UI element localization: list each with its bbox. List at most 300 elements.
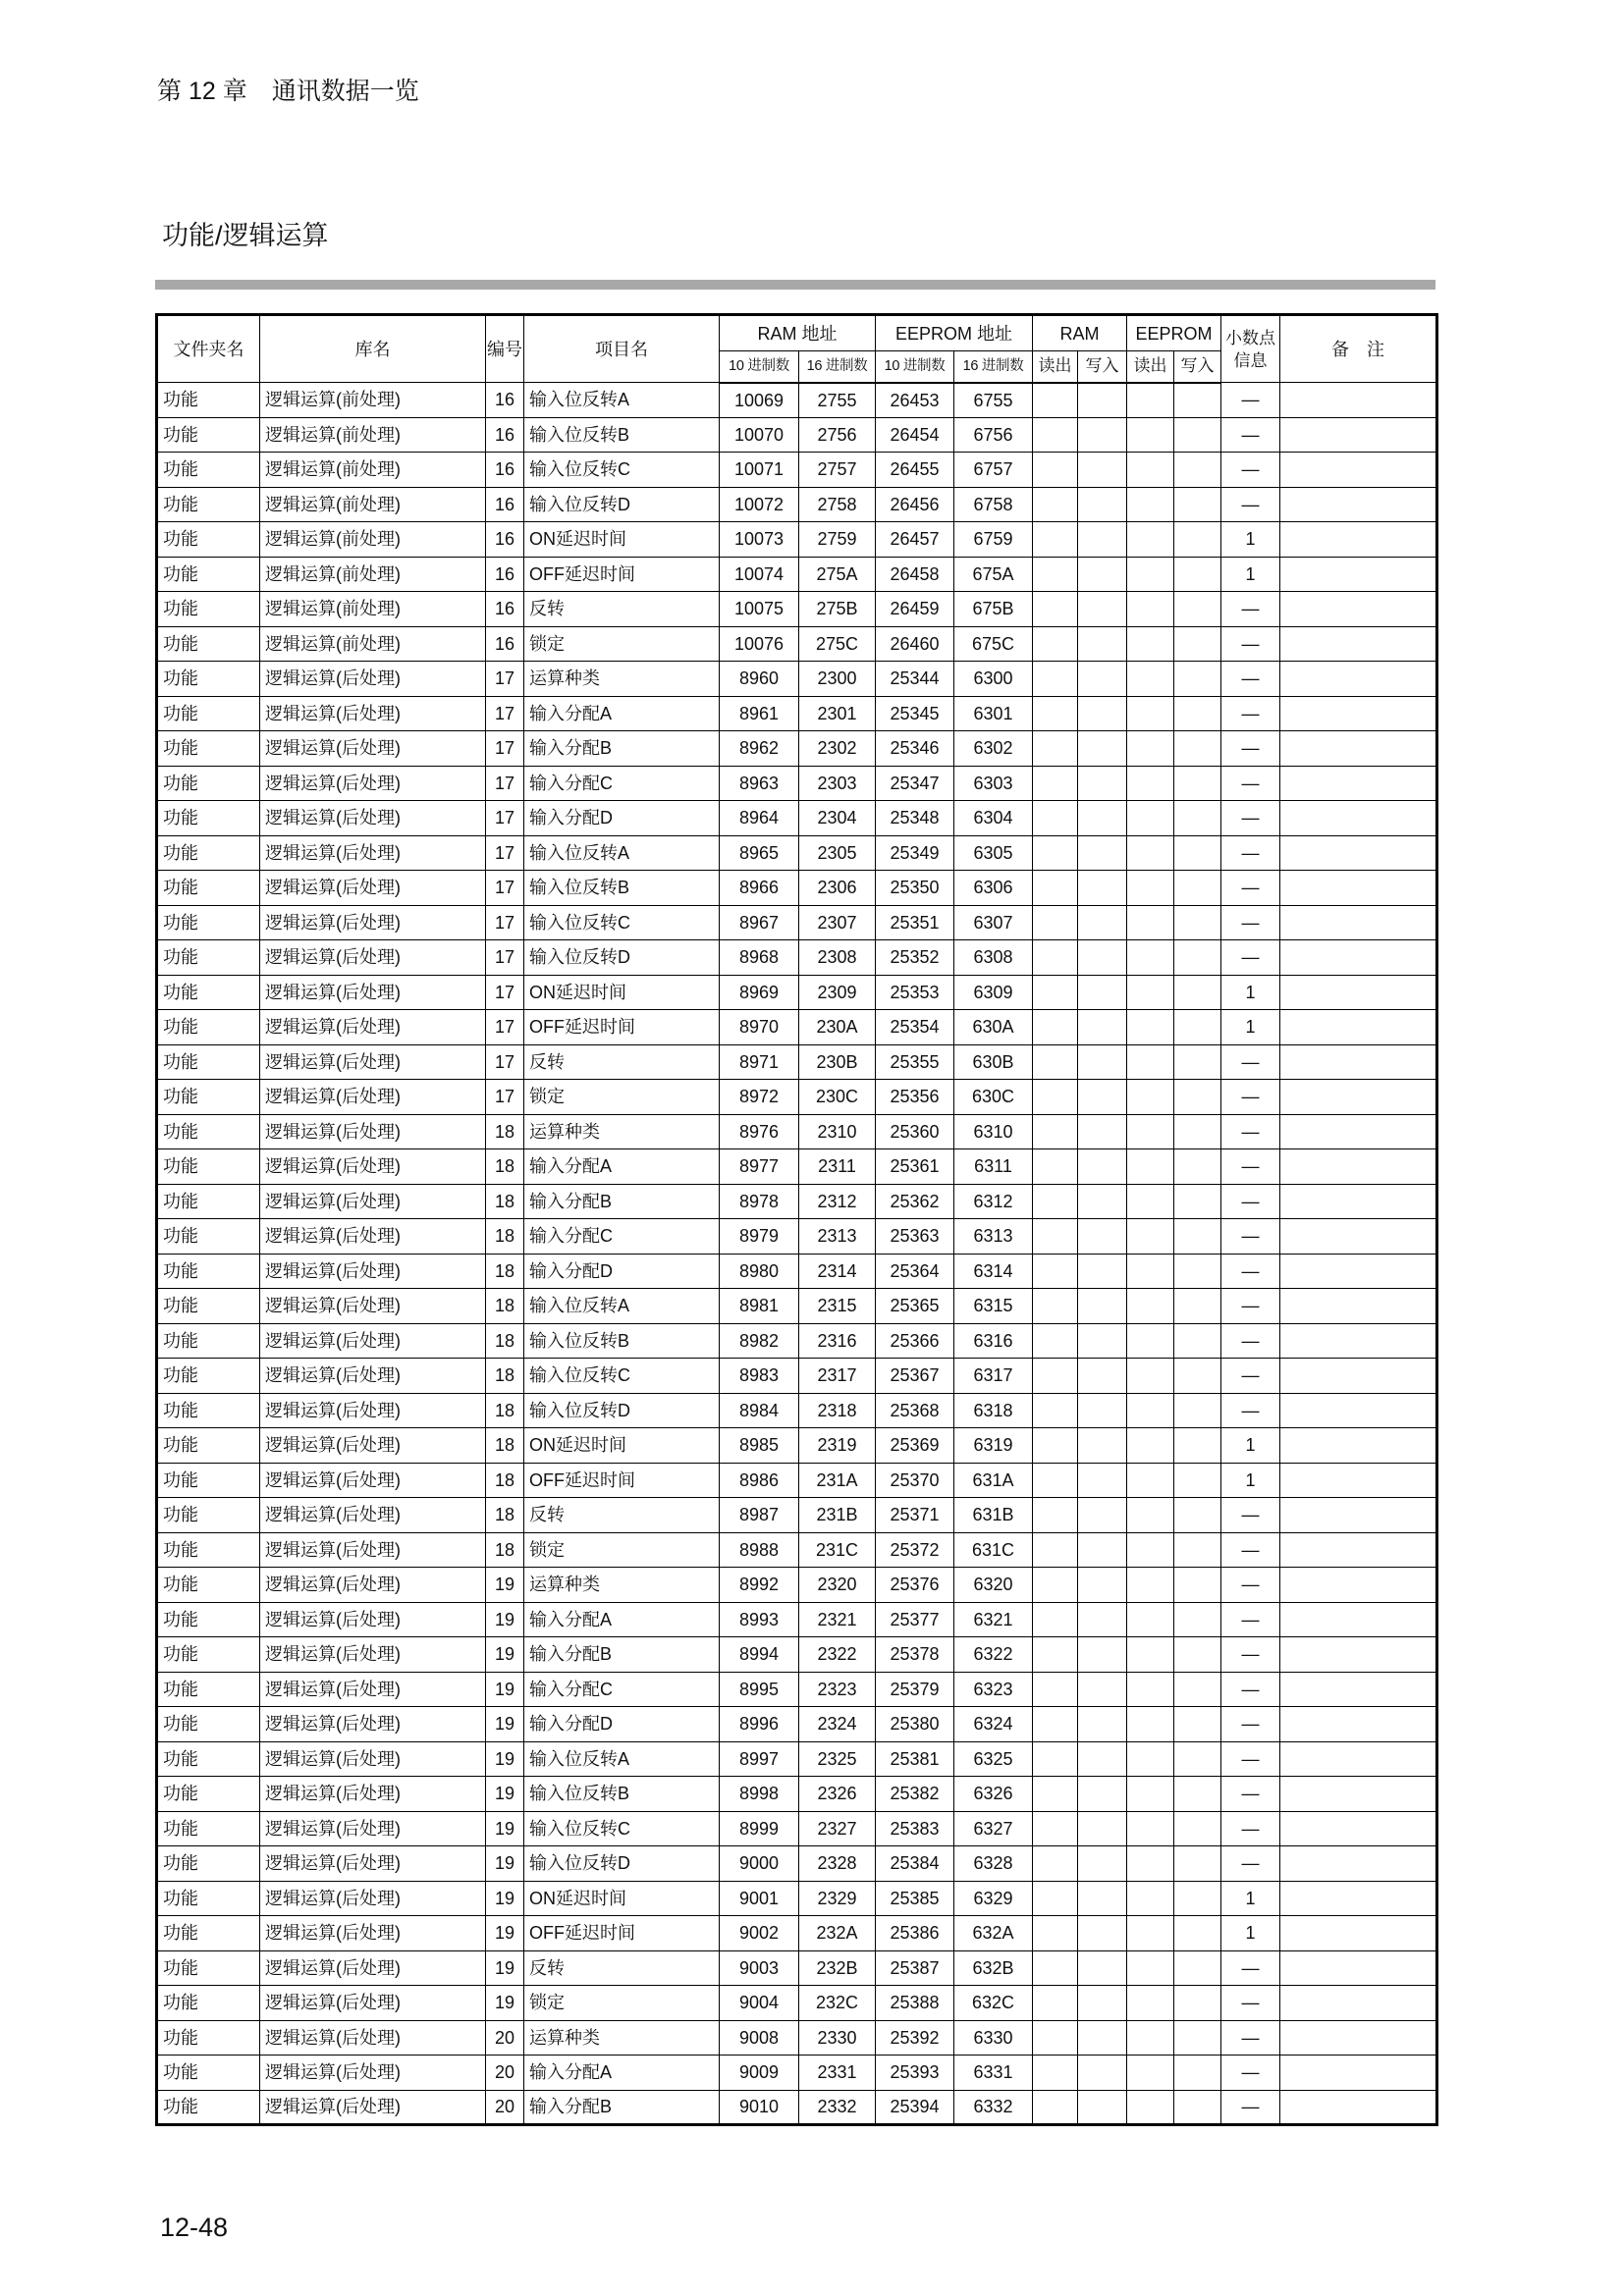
section-divider: [155, 280, 1435, 290]
cell-ram-write: [1078, 1777, 1127, 1812]
cell-number: 18: [486, 1428, 524, 1464]
cell-eeprom-read: [1127, 1707, 1174, 1742]
cell-eeprom-read: [1127, 766, 1174, 801]
cell-eeprom-address-hex: 6309: [954, 975, 1033, 1010]
cell-ram-address-dec: 8980: [720, 1254, 799, 1289]
cell-decimal-info: —: [1221, 1986, 1280, 2021]
cell-library-name: 逻辑运算(后处理): [260, 1219, 486, 1255]
cell-eeprom-address-hex: 6758: [954, 487, 1033, 522]
cell-library-name: 逻辑运算(后处理): [260, 1428, 486, 1464]
table-row: [157, 1637, 1437, 1673]
cell-ram-address-hex: 275B: [799, 592, 876, 627]
cell-eeprom-read: [1127, 1219, 1174, 1255]
cell-ram-address-hex: 2322: [799, 1637, 876, 1673]
cell-library-name: 逻辑运算(后处理): [260, 1881, 486, 1916]
cell-eeprom-read: [1127, 940, 1174, 976]
table-body: [157, 383, 1437, 2125]
cell-eeprom-write: [1174, 905, 1221, 940]
cell-ram-write: [1078, 1741, 1127, 1777]
cell-eeprom-address-hex: 630A: [954, 1010, 1033, 1045]
cell-eeprom-address-hex: 6759: [954, 522, 1033, 558]
cell-ram-address-dec: 10076: [720, 626, 799, 662]
cell-item-name: 输入位反转B: [524, 417, 720, 453]
cell-folder-name: 功能: [157, 940, 260, 976]
cell-eeprom-read: [1127, 1741, 1174, 1777]
cell-folder-name: 功能: [157, 1393, 260, 1428]
cell-ram-write: [1078, 1323, 1127, 1359]
table-row: [157, 1149, 1437, 1185]
cell-ram-address-hex: 2757: [799, 453, 876, 488]
cell-ram-address-dec: 8977: [720, 1149, 799, 1185]
cell-item-name: 运算种类: [524, 662, 720, 697]
cell-ram-write: [1078, 1393, 1127, 1428]
cell-decimal-info: —: [1221, 592, 1280, 627]
cell-decimal-info: —: [1221, 1254, 1280, 1289]
cell-folder-name: 功能: [157, 1254, 260, 1289]
cell-eeprom-write: [1174, 487, 1221, 522]
cell-number: 16: [486, 383, 524, 418]
cell-ram-address-dec: 9000: [720, 1846, 799, 1882]
cell-eeprom-address-dec: 25376: [876, 1568, 954, 1603]
table-row: [157, 1707, 1437, 1742]
cell-remarks: [1280, 453, 1437, 488]
cell-eeprom-address-hex: 6321: [954, 1602, 1033, 1637]
cell-ram-address-dec: 9009: [720, 2056, 799, 2091]
cell-library-name: 逻辑运算(后处理): [260, 696, 486, 731]
cell-ram-read: [1033, 1044, 1078, 1080]
cell-ram-address-hex: 2759: [799, 522, 876, 558]
table-row: [157, 2056, 1437, 2091]
cell-eeprom-read: [1127, 1289, 1174, 1324]
cell-number: 16: [486, 626, 524, 662]
cell-eeprom-address-hex: 6756: [954, 417, 1033, 453]
cell-remarks: [1280, 1846, 1437, 1882]
table-row: [157, 766, 1437, 801]
cell-ram-address-dec: 10071: [720, 453, 799, 488]
header-item-name: 项目名: [524, 315, 720, 383]
cell-folder-name: 功能: [157, 1323, 260, 1359]
table-row: [157, 1741, 1437, 1777]
cell-decimal-info: —: [1221, 1498, 1280, 1533]
cell-eeprom-address-dec: 25362: [876, 1184, 954, 1219]
cell-number: 17: [486, 975, 524, 1010]
cell-folder-name: 功能: [157, 1080, 260, 1115]
cell-ram-address-dec: 8997: [720, 1741, 799, 1777]
cell-ram-address-hex: 2313: [799, 1219, 876, 1255]
cell-item-name: 输入分配C: [524, 766, 720, 801]
cell-item-name: 输入位反转D: [524, 487, 720, 522]
cell-folder-name: 功能: [157, 1707, 260, 1742]
cell-folder-name: 功能: [157, 1289, 260, 1324]
cell-eeprom-address-dec: 25383: [876, 1811, 954, 1846]
cell-folder-name: 功能: [157, 1044, 260, 1080]
cell-eeprom-address-hex: 6322: [954, 1637, 1033, 1673]
cell-ram-address-hex: 2307: [799, 905, 876, 940]
cell-library-name: 逻辑运算(前处理): [260, 592, 486, 627]
cell-eeprom-write: [1174, 417, 1221, 453]
cell-library-name: 逻辑运算(后处理): [260, 2056, 486, 2091]
table-row: [157, 940, 1437, 976]
cell-ram-address-dec: 8964: [720, 801, 799, 836]
cell-ram-read: [1033, 1777, 1078, 1812]
cell-ram-address-hex: 2308: [799, 940, 876, 976]
cell-ram-read: [1033, 2056, 1078, 2091]
cell-eeprom-address-hex: 6311: [954, 1149, 1033, 1185]
cell-eeprom-read: [1127, 2056, 1174, 2091]
cell-eeprom-address-dec: 26456: [876, 487, 954, 522]
cell-eeprom-read: [1127, 522, 1174, 558]
cell-decimal-info: 1: [1221, 1010, 1280, 1045]
cell-folder-name: 功能: [157, 1114, 260, 1149]
cell-number: 19: [486, 1950, 524, 1986]
subheader-eeprom-hex: 16 进制数: [954, 351, 1033, 383]
cell-remarks: [1280, 1254, 1437, 1289]
cell-item-name: OFF延迟时间: [524, 557, 720, 592]
cell-eeprom-write: [1174, 1114, 1221, 1149]
cell-ram-address-hex: 2325: [799, 1741, 876, 1777]
cell-library-name: 逻辑运算(前处理): [260, 626, 486, 662]
cell-folder-name: 功能: [157, 1359, 260, 1394]
cell-eeprom-write: [1174, 835, 1221, 871]
cell-ram-write: [1078, 662, 1127, 697]
cell-eeprom-address-hex: 6332: [954, 2090, 1033, 2125]
cell-library-name: 逻辑运算(后处理): [260, 1080, 486, 1115]
cell-decimal-info: —: [1221, 2090, 1280, 2125]
header-library-name: 库名: [260, 315, 486, 383]
cell-library-name: 逻辑运算(后处理): [260, 940, 486, 976]
cell-number: 18: [486, 1393, 524, 1428]
cell-eeprom-address-dec: 25367: [876, 1359, 954, 1394]
cell-ram-write: [1078, 1219, 1127, 1255]
cell-remarks: [1280, 1463, 1437, 1498]
cell-ram-address-hex: 2324: [799, 1707, 876, 1742]
cell-eeprom-address-hex: 6301: [954, 696, 1033, 731]
cell-item-name: 输入分配B: [524, 2090, 720, 2125]
cell-number: 18: [486, 1532, 524, 1568]
cell-eeprom-address-hex: 6304: [954, 801, 1033, 836]
cell-folder-name: 功能: [157, 905, 260, 940]
cell-item-name: ON延迟时间: [524, 1428, 720, 1464]
cell-ram-address-dec: 9004: [720, 1986, 799, 2021]
cell-ram-write: [1078, 1881, 1127, 1916]
cell-ram-address-dec: 8960: [720, 662, 799, 697]
table-row: [157, 1080, 1437, 1115]
cell-eeprom-address-hex: 6329: [954, 1881, 1033, 1916]
cell-folder-name: 功能: [157, 557, 260, 592]
cell-folder-name: 功能: [157, 835, 260, 871]
cell-decimal-info: 1: [1221, 1463, 1280, 1498]
cell-library-name: 逻辑运算(后处理): [260, 975, 486, 1010]
cell-item-name: 输入位反转A: [524, 1289, 720, 1324]
cell-remarks: [1280, 1289, 1437, 1324]
cell-library-name: 逻辑运算(后处理): [260, 1393, 486, 1428]
table-row: [157, 1044, 1437, 1080]
cell-item-name: 输入位反转D: [524, 1846, 720, 1882]
cell-item-name: ON延迟时间: [524, 1881, 720, 1916]
cell-eeprom-read: [1127, 487, 1174, 522]
cell-ram-address-hex: 2304: [799, 801, 876, 836]
cell-number: 17: [486, 1010, 524, 1045]
header-decimal-info-line2: 信息: [1233, 350, 1268, 370]
cell-remarks: [1280, 2056, 1437, 2091]
header-eeprom: EEPROM: [1127, 315, 1221, 351]
cell-folder-name: 功能: [157, 871, 260, 906]
cell-eeprom-address-dec: 25379: [876, 1672, 954, 1707]
cell-ram-read: [1033, 1568, 1078, 1603]
cell-eeprom-read: [1127, 1672, 1174, 1707]
cell-decimal-info: —: [1221, 1777, 1280, 1812]
cell-eeprom-write: [1174, 871, 1221, 906]
cell-eeprom-address-dec: 25345: [876, 696, 954, 731]
header-number: 编号: [486, 315, 524, 383]
cell-decimal-info: 1: [1221, 522, 1280, 558]
cell-number: 16: [486, 557, 524, 592]
cell-eeprom-write: [1174, 1532, 1221, 1568]
cell-eeprom-write: [1174, 940, 1221, 976]
cell-ram-address-hex: 2330: [799, 2020, 876, 2056]
cell-item-name: 输入分配A: [524, 1149, 720, 1185]
cell-item-name: 反转: [524, 1498, 720, 1533]
cell-decimal-info: —: [1221, 487, 1280, 522]
cell-folder-name: 功能: [157, 1637, 260, 1673]
cell-ram-address-hex: 232A: [799, 1916, 876, 1951]
cell-ram-read: [1033, 2020, 1078, 2056]
cell-eeprom-read: [1127, 1811, 1174, 1846]
header-ram-address: RAM 地址: [720, 315, 876, 351]
cell-ram-address-dec: 8999: [720, 1811, 799, 1846]
cell-eeprom-write: [1174, 1184, 1221, 1219]
cell-ram-address-dec: 8986: [720, 1463, 799, 1498]
cell-folder-name: 功能: [157, 522, 260, 558]
cell-eeprom-read: [1127, 1393, 1174, 1428]
cell-eeprom-address-hex: 6317: [954, 1359, 1033, 1394]
cell-decimal-info: 1: [1221, 1916, 1280, 1951]
cell-decimal-info: —: [1221, 1114, 1280, 1149]
cell-folder-name: 功能: [157, 731, 260, 767]
cell-ram-write: [1078, 453, 1127, 488]
cell-library-name: 逻辑运算(后处理): [260, 835, 486, 871]
cell-eeprom-address-hex: 6323: [954, 1672, 1033, 1707]
cell-eeprom-write: [1174, 1950, 1221, 1986]
table-row: [157, 1428, 1437, 1464]
table-row: [157, 1463, 1437, 1498]
cell-eeprom-read: [1127, 2090, 1174, 2125]
cell-item-name: 输入分配D: [524, 1254, 720, 1289]
cell-decimal-info: —: [1221, 1637, 1280, 1673]
cell-eeprom-address-dec: 25382: [876, 1777, 954, 1812]
cell-eeprom-address-dec: 25369: [876, 1428, 954, 1464]
cell-item-name: 输入分配C: [524, 1219, 720, 1255]
cell-number: 19: [486, 1707, 524, 1742]
cell-ram-address-dec: 8979: [720, 1219, 799, 1255]
cell-ram-address-dec: 8969: [720, 975, 799, 1010]
cell-library-name: 逻辑运算(后处理): [260, 1254, 486, 1289]
cell-ram-address-hex: 2320: [799, 1568, 876, 1603]
cell-folder-name: 功能: [157, 1950, 260, 1986]
cell-item-name: OFF延迟时间: [524, 1463, 720, 1498]
cell-item-name: 输入位反转A: [524, 383, 720, 418]
cell-eeprom-address-dec: 25380: [876, 1707, 954, 1742]
cell-ram-read: [1033, 1463, 1078, 1498]
cell-folder-name: 功能: [157, 696, 260, 731]
cell-eeprom-write: [1174, 1219, 1221, 1255]
header-decimal-info-line1: 小数点: [1225, 328, 1276, 347]
communication-data-table: [155, 313, 1438, 2126]
cell-remarks: [1280, 1707, 1437, 1742]
cell-eeprom-address-dec: 25372: [876, 1532, 954, 1568]
cell-decimal-info: —: [1221, 662, 1280, 697]
cell-ram-write: [1078, 801, 1127, 836]
cell-eeprom-address-hex: 6326: [954, 1777, 1033, 1812]
cell-ram-address-dec: 9001: [720, 1881, 799, 1916]
cell-decimal-info: —: [1221, 1219, 1280, 1255]
cell-ram-read: [1033, 1532, 1078, 1568]
cell-eeprom-address-dec: 25393: [876, 2056, 954, 2091]
table-row: [157, 1811, 1437, 1846]
cell-eeprom-read: [1127, 1602, 1174, 1637]
header-ram: RAM: [1033, 315, 1127, 351]
cell-decimal-info: —: [1221, 1323, 1280, 1359]
cell-eeprom-address-dec: 26459: [876, 592, 954, 627]
cell-ram-address-dec: 8996: [720, 1707, 799, 1742]
cell-item-name: 输入分配D: [524, 1707, 720, 1742]
header-row: [157, 315, 1437, 351]
cell-ram-address-dec: 8995: [720, 1672, 799, 1707]
cell-remarks: [1280, 592, 1437, 627]
cell-ram-read: [1033, 835, 1078, 871]
cell-library-name: 逻辑运算(后处理): [260, 1568, 486, 1603]
cell-library-name: 逻辑运算(后处理): [260, 1532, 486, 1568]
table-row: [157, 1602, 1437, 1637]
cell-eeprom-read: [1127, 1846, 1174, 1882]
cell-eeprom-address-dec: 25348: [876, 801, 954, 836]
cell-ram-address-dec: 10074: [720, 557, 799, 592]
cell-library-name: 逻辑运算(后处理): [260, 1741, 486, 1777]
cell-decimal-info: —: [1221, 1602, 1280, 1637]
cell-ram-write: [1078, 1114, 1127, 1149]
cell-library-name: 逻辑运算(后处理): [260, 1846, 486, 1882]
cell-remarks: [1280, 1741, 1437, 1777]
cell-folder-name: 功能: [157, 1741, 260, 1777]
cell-eeprom-address-dec: 25356: [876, 1080, 954, 1115]
cell-decimal-info: —: [1221, 417, 1280, 453]
cell-ram-address-dec: 8978: [720, 1184, 799, 1219]
cell-folder-name: 功能: [157, 1916, 260, 1951]
cell-ram-address-hex: 2311: [799, 1149, 876, 1185]
table-row: [157, 383, 1437, 418]
cell-remarks: [1280, 522, 1437, 558]
cell-eeprom-read: [1127, 1498, 1174, 1533]
cell-eeprom-address-dec: 25353: [876, 975, 954, 1010]
cell-ram-read: [1033, 1219, 1078, 1255]
cell-number: 19: [486, 1672, 524, 1707]
cell-number: 18: [486, 1149, 524, 1185]
cell-eeprom-address-hex: 6310: [954, 1114, 1033, 1149]
cell-eeprom-read: [1127, 1986, 1174, 2021]
cell-ram-read: [1033, 1672, 1078, 1707]
cell-number: 17: [486, 1080, 524, 1115]
cell-eeprom-address-dec: 25354: [876, 1010, 954, 1045]
cell-remarks: [1280, 1359, 1437, 1394]
cell-folder-name: 功能: [157, 1602, 260, 1637]
cell-number: 17: [486, 696, 524, 731]
cell-ram-address-hex: 2302: [799, 731, 876, 767]
cell-eeprom-write: [1174, 592, 1221, 627]
cell-ram-read: [1033, 1393, 1078, 1428]
subheader-ram-dec: 10 进制数: [720, 351, 799, 383]
cell-folder-name: 功能: [157, 1498, 260, 1533]
table-row: [157, 626, 1437, 662]
table-row: [157, 871, 1437, 906]
cell-item-name: 输入分配A: [524, 2056, 720, 2091]
cell-ram-write: [1078, 2020, 1127, 2056]
table-row: [157, 1532, 1437, 1568]
cell-eeprom-address-hex: 675A: [954, 557, 1033, 592]
cell-decimal-info: —: [1221, 626, 1280, 662]
cell-ram-address-hex: 231C: [799, 1532, 876, 1568]
cell-decimal-info: —: [1221, 1080, 1280, 1115]
cell-eeprom-address-hex: 632A: [954, 1916, 1033, 1951]
cell-ram-write: [1078, 1986, 1127, 2021]
cell-ram-read: [1033, 1811, 1078, 1846]
cell-decimal-info: —: [1221, 1811, 1280, 1846]
cell-eeprom-read: [1127, 835, 1174, 871]
cell-ram-address-hex: 231B: [799, 1498, 876, 1533]
cell-eeprom-write: [1174, 696, 1221, 731]
cell-library-name: 逻辑运算(后处理): [260, 1289, 486, 1324]
cell-folder-name: 功能: [157, 1463, 260, 1498]
table-row: [157, 1254, 1437, 1289]
cell-folder-name: 功能: [157, 1010, 260, 1045]
cell-library-name: 逻辑运算(后处理): [260, 766, 486, 801]
cell-eeprom-write: [1174, 1044, 1221, 1080]
page-number: 12-48: [160, 2213, 229, 2242]
cell-eeprom-address-dec: 25385: [876, 1881, 954, 1916]
cell-remarks: [1280, 626, 1437, 662]
cell-eeprom-address-hex: 6324: [954, 1707, 1033, 1742]
cell-ram-address-hex: 2314: [799, 1254, 876, 1289]
cell-eeprom-read: [1127, 626, 1174, 662]
subheader-ram-hex: 16 进制数: [799, 351, 876, 383]
cell-eeprom-address-hex: 630B: [954, 1044, 1033, 1080]
cell-library-name: 逻辑运算(后处理): [260, 1114, 486, 1149]
subheader-eeprom-dec: 10 进制数: [876, 351, 954, 383]
cell-number: 17: [486, 871, 524, 906]
cell-ram-address-hex: 2316: [799, 1323, 876, 1359]
cell-eeprom-address-hex: 631C: [954, 1532, 1033, 1568]
cell-eeprom-address-dec: 25378: [876, 1637, 954, 1673]
cell-library-name: 逻辑运算(后处理): [260, 1916, 486, 1951]
cell-eeprom-read: [1127, 871, 1174, 906]
cell-eeprom-write: [1174, 662, 1221, 697]
cell-ram-address-dec: 9002: [720, 1916, 799, 1951]
header-folder-name: 文件夹名: [157, 315, 260, 383]
cell-eeprom-read: [1127, 1080, 1174, 1115]
cell-eeprom-address-hex: 6316: [954, 1323, 1033, 1359]
cell-ram-read: [1033, 1080, 1078, 1115]
cell-eeprom-address-dec: 26458: [876, 557, 954, 592]
cell-ram-read: [1033, 1637, 1078, 1673]
cell-ram-address-dec: 8998: [720, 1777, 799, 1812]
cell-decimal-info: —: [1221, 383, 1280, 418]
cell-ram-write: [1078, 905, 1127, 940]
cell-library-name: 逻辑运算(后处理): [260, 1950, 486, 1986]
cell-remarks: [1280, 1916, 1437, 1951]
cell-remarks: [1280, 1393, 1437, 1428]
table-row: [157, 835, 1437, 871]
cell-eeprom-write: [1174, 1672, 1221, 1707]
cell-eeprom-write: [1174, 766, 1221, 801]
